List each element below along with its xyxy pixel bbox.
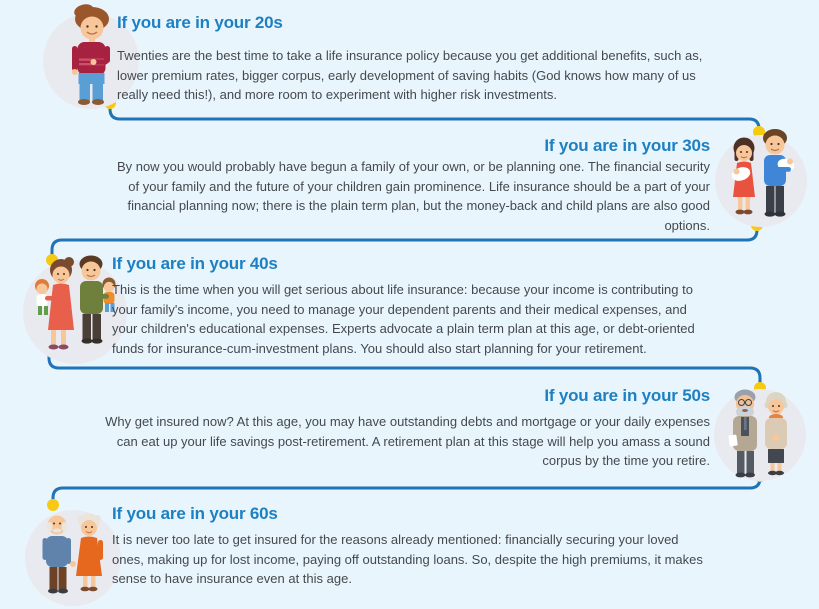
- age-40s-body: This is the time when you will get serious about life insurance: because your income is contributing to your family's income, you need to manage your dependent parents and their medical expenses, and your children's educational expenses. Experts advocate a plain term plan at this age, or debt-oriented funds for insurance-cum-investment plans. You should also start planning for your retirement.: [112, 282, 695, 356]
- age-60s-heading: If you are in your 60s: [112, 504, 278, 523]
- avatar-50s-older-couple-icon: [712, 385, 808, 485]
- age-40s-heading: If you are in your 40s: [112, 254, 278, 273]
- age-30s-heading: If you are in your 30s: [544, 136, 710, 155]
- age-60s-body: It is never too late to get insured for the reasons already mentioned: financially securing your loved ones, making up for lost income, paying off outstanding loans. So, despite the high premiums, it makes sense to have insurance even at this age.: [112, 532, 703, 586]
- age-50s-body: Why get insured now? At this age, you may have outstanding debts and mortgage or your daily expenses can eat up your life savings post-retirement. A retirement plan at this stage will help you amass a sound corpus by the time you retire.: [105, 414, 710, 468]
- age-30s-body: By now you would probably have begun a family of your own, or be planning one. The financial security of your family and the future of your children gain prominence. Life insurance should be a part of your financial planning now; there is the plain term plan, but the money-back and child plans are also good options.: [116, 159, 710, 233]
- avatar-30s-couple-with-babies-icon: [711, 125, 811, 233]
- age-50s-heading: If you are in your 50s: [544, 386, 710, 405]
- avatar-60s-elderly-couple-icon: [23, 506, 123, 609]
- age-20s-heading: If you are in your 20s: [117, 13, 283, 32]
- age-20s-body: Twenties are the best time to take a life insurance policy because you get additional benefits, such as, lower premium rates, bigger corpus, early development of saving habits (God knows how many of us really need this!), and more room to experiment with higher risk investments.: [117, 48, 703, 102]
